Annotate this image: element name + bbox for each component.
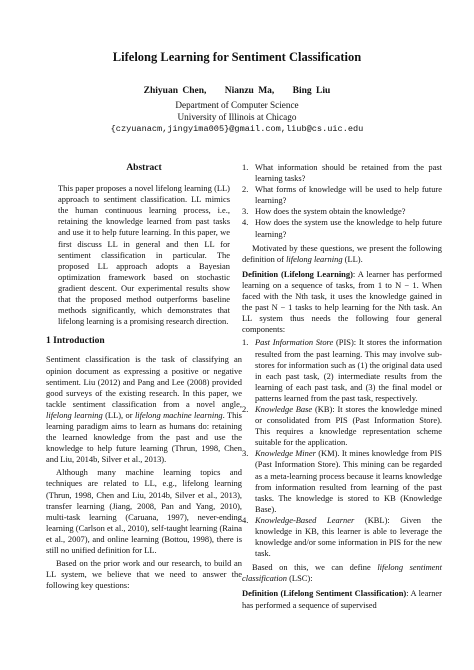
left-column [46, 163, 242, 592]
definition-lifelong-learning: Definition (Lifelong Learning): A learner has performed learning on a sequence of tasks, from 1 to N − 1. When faced with the Nth task, it uses the knowledge gained in the past N − 1 tasks to help learning for the Nth task. An LL system thus needs the following four general components: [242, 268, 443, 335]
list-item: 3. How does the system obtain the knowledge? [242, 206, 406, 217]
author-name: Nianzu Ma, [224, 86, 275, 96]
right-column [242, 162, 442, 612]
definition-lifelong-sentiment-classification: Definition (Lifelong Sentiment Classification): A learner has performed a sequence of supervised [242, 588, 442, 610]
affiliation [0, 99, 474, 135]
abstract-heading: Abstract [126, 163, 162, 173]
section-heading-introduction: 1 Introduction [46, 336, 105, 347]
list-item: 1. Past Information Store (PIS): It stores the information resulted from the past learning. This may involve sub-stores for information such as (1) the original data used in each past task, (2) intermediate results from the learning of each past task, and (3) the final model or patterns learned from the past task, respectively. [242, 337, 442, 403]
body-paragraph: Based on this, we can define lifelong sentiment classification (LSC): [242, 562, 442, 584]
intro-paragraph: Sentiment classification is the task of classifying an opinion document as expressing a positive or negative sentiment. Liu (2012) and Pang and Lee (2008) provided good surveys of the existing research. In this paper, we tackle sentiment classification from a novel angle, lifelong learning (LL), or lifelong machine learning. This learning paradigm aims to learn as humans do: retaining the learned knowledge from the past and use the knowledge to help future learning (Thrun, 1998, Chen and Liu, 2014b, Silver et al., 2013). [46, 354, 242, 465]
department: Department of Computer Science [175, 100, 299, 110]
list-item: 4. How does the system use the knowledge to help future learning? [242, 217, 442, 239]
intro-paragraph: Although many machine learning topics and techniques are related to LL, e.g., lifelong learning (Thrun, 1998, Chen and Liu, 2014b, Silver et al., 2013), transfer learning (Jiang, 2008, Pan and Yang, 2010), multi-task learning (Caruana, 1997), never-ending learning (Carlson et al., 2010), self-taught learning (Raina et al., 2007), and online learning (Bottou, 1998), there is still no unified definition for LL. [46, 467, 242, 555]
list-item: 1. What information should be retained from the past learning tasks? [242, 162, 442, 184]
body-paragraph: Motivated by these questions, we present the following definition of lifelong learning (LL). [242, 242, 442, 264]
intro-paragraph: Based on the prior work and our research, to build an LL system, we believe that we need to answer the following key questions: [46, 558, 242, 591]
abstract-text: This paper proposes a novel lifelong learning (LL) approach to sentiment classification. LL mimics the human continuous learning process, i.e., retaining the knowledge learned from past tasks and use it to help future learning. In this paper, we first discuss LL in general and then LL for sentiment classification in particular. The proposed LL approach adopts a Bayesian optimization framework based on stochastic gradient descent. Our experimental results show that the proposed method outperforms baseline methods significantly, which demonstrates that lifelong learning is a promising research direction. [58, 183, 230, 327]
author-list [0, 86, 474, 96]
list-item: 2. Knowledge Base (KB): It stores the knowledge mined or consolidated from PIS (Past Information Store). This requires a knowledge representation scheme suitable for the application. [242, 403, 442, 448]
list-item: 4. Knowledge-Based Learner (KBL): Given the knowledge in KB, this learner is able to leverage the knowledge and/or some information in PIS for the new task. [242, 514, 442, 559]
question-list [242, 162, 442, 240]
author-emails: {czyuanacm,jingyima005}@gmail.com,liub@cs.uic.edu [110, 124, 364, 134]
list-item: 3. Knowledge Miner (KM). It mines knowledge from PIS (Past Information Store). This mining can be regarded as a meta-learning process because it learns knowledge from information resulted from learning of the past tasks. The knowledge is stored to KB (Knowledge Base). [242, 448, 442, 514]
paper-title: Lifelong Learning for Sentiment Classification [112, 50, 362, 64]
university: University of Illinois at Chicago [177, 112, 297, 122]
author-name: Zhiyuan Chen, [143, 86, 207, 96]
list-item: 2. What forms of knowledge will be used to help future learning? [242, 184, 442, 206]
component-list [242, 337, 442, 559]
author-name: Bing Liu [292, 86, 331, 96]
